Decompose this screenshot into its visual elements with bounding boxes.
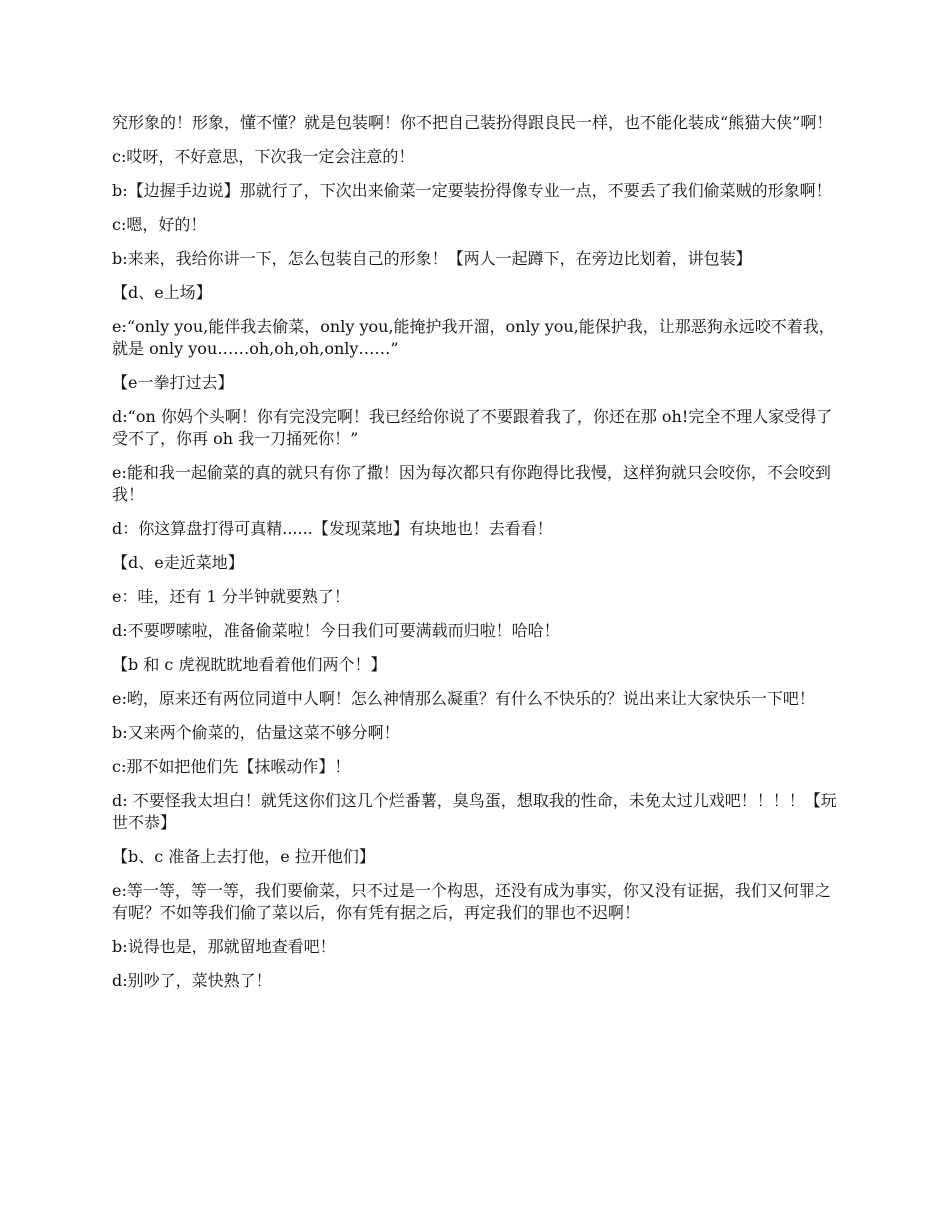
paragraph: d:“on 你妈个头啊！你有完没完啊！我已经给你说了不要跟着我了，你还在那 oh!完全不理人家受得了受不了，你再 oh 我一刀捅死你！” bbox=[112, 407, 833, 448]
document-page bbox=[112, 112, 838, 1004]
paragraph: c:那不如把他们先【抹喉动作】！ bbox=[112, 757, 351, 776]
paragraph: b:【边握手边说】那就行了，下次出来偷菜一定要装扮得像专业一点，不要丢了我们偷菜贼的形象啊！ bbox=[112, 181, 832, 200]
paragraph: b:说得也是，那就留地查看吧！ bbox=[112, 937, 336, 956]
paragraph: e:能和我一起偷菜的真的就只有你了撒！因为每次都只有你跑得比我慢，这样狗就只会咬你，不会咬到我！ bbox=[112, 463, 831, 504]
paragraph: c:嗯，好的！ bbox=[112, 215, 207, 234]
paragraph: d: 不要怪我太坦白！就凭这你们这几个烂番薯，臭鸟蛋，想取我的性命，未免太过儿戏吧！！！！【玩世不恭】 bbox=[112, 791, 837, 832]
paragraph: e:等一等，等一等，我们要偷菜，只不过是一个构思，还没有成为事实，你又没有证据，我们又何罪之有呢？不如等我们偷了菜以后，你有凭有据之后，再定我们的罪也不迟啊！ bbox=[112, 881, 831, 922]
paragraph: c:哎呀，不好意思，下次我一定会注意的！ bbox=[112, 147, 415, 166]
paragraph: e:哟，原来还有两位同道中人啊！怎么神情那么凝重？有什么不快乐的？说出来让大家快乐一下吧！ bbox=[112, 689, 815, 708]
stage-direction: 【b 和 c 虎视眈眈地看着他们两个！】 bbox=[112, 655, 387, 674]
paragraph: e:“only you,能伴我去偷菜，only you,能掩护我开溜，only you,能保护我，让那恶狗永远咬不着我，就是 only you……oh,oh,oh,only……” bbox=[112, 317, 835, 358]
paragraph: b:又来两个偷菜的，估量这菜不够分啊！ bbox=[112, 723, 400, 742]
paragraph: d:不要啰嗦啦，准备偷菜啦！今日我们可要满载而归啦！哈哈！ bbox=[112, 621, 560, 640]
paragraph: d：你这算盘打得可真精......【发现菜地】有块地也！去看看！ bbox=[112, 519, 553, 538]
stage-direction: 【b、c 准备上去打他，e 拉开他们】 bbox=[112, 847, 375, 866]
paragraph: b:来来，我给你讲一下，怎么包装自己的形象！【两人一起蹲下，在旁边比划着，讲包装】 bbox=[112, 249, 752, 268]
stage-direction: 【e一拳打过去】 bbox=[112, 373, 234, 392]
paragraph: 究形象的！形象，懂不懂？就是包装啊！你不把自己装扮得跟良民一样，也不能化装成“熊猫大侠”啊！ bbox=[112, 113, 833, 132]
paragraph: d:别吵了，菜快熟了！ bbox=[112, 971, 272, 990]
paragraph: e：哇，还有 1 分半钟就要熟了！ bbox=[112, 587, 350, 606]
stage-direction: 【d、e走近菜地】 bbox=[112, 553, 244, 572]
stage-direction: 【d、e上场】 bbox=[112, 283, 212, 302]
